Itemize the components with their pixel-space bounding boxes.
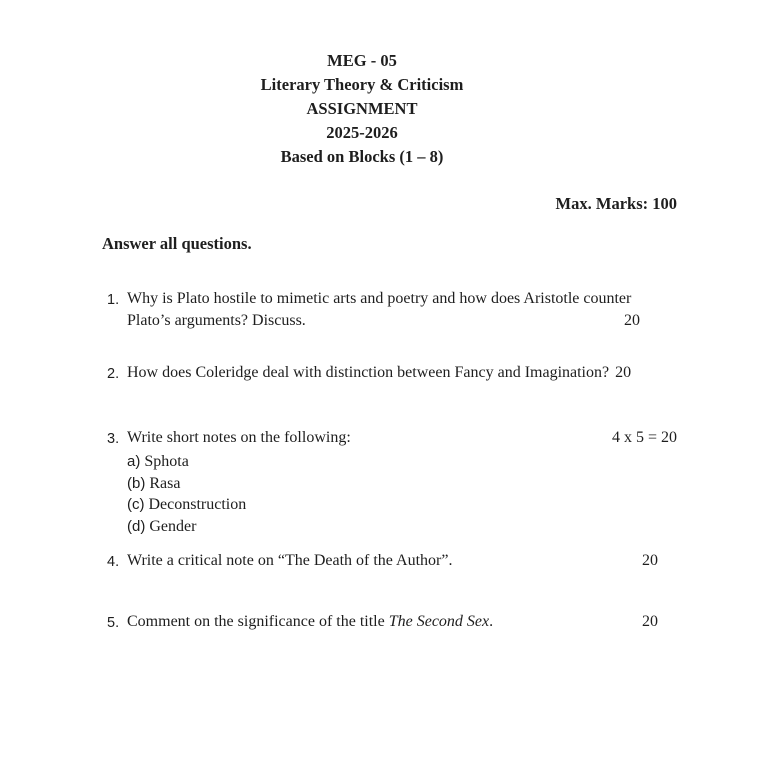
question-4-text: Write a critical note on “The Death of the Author”. [127,552,453,569]
question-4-number: 4. [107,554,120,570]
course-title: Literary Theory & Criticism [260,75,464,94]
question-5-book-title: The Second Sex [388,613,490,630]
subitem-c-text: Deconstruction [148,496,247,513]
max-marks-label: Max. Marks: 100 [555,194,677,213]
subitem-d-text: Gender [149,517,197,535]
subitem-a-marker: a) [127,453,141,470]
subitem-b-marker: (b) [127,474,146,492]
instruction-text: Answer all questions. [102,234,252,253]
question-4 [102,550,677,572]
subitem-c [127,494,677,516]
document-header [0,49,724,169]
question-2-number: 2. [107,366,120,382]
question-1-text: Why is Plato hostile to mimetic arts and poetry and how does Aristotle counter Plato’s arguments? Discuss. [127,290,632,329]
subitem-a [127,451,677,473]
subitem-c-marker: (c) [127,496,145,513]
question-3-marks: 4 x 5 = 20 [611,429,677,446]
subitem-b-text: Rasa [149,474,181,492]
question-3-text: Write short notes on the following: [127,429,351,446]
question-5-marks: 20 [642,613,658,630]
session-years: 2025-2026 [326,123,398,142]
question-1-number: 1. [107,292,120,308]
question-5-text-before: Comment on the significance of the title [127,613,389,630]
question-3-number: 3. [107,431,120,447]
subitem-d [127,516,677,538]
questions-list [102,288,677,633]
question-1-marks: 20 [624,312,640,329]
question-5-number: 5. [107,615,120,631]
question-2-text: How does Coleridge deal with distinction between Fancy and Imagination? [127,364,610,381]
subitem-a-text: Sphota [144,453,189,470]
blocks-note: Based on Blocks (1 – 8) [280,147,444,166]
question-1 [102,288,677,332]
question-3 [102,427,677,537]
subitem-b [127,473,677,495]
question-2 [102,362,677,384]
question-3-subitems [127,451,677,537]
doc-type: ASSIGNMENT [306,99,418,118]
question-2-marks: 20 [615,364,632,381]
question-5-text-after: . [489,613,494,630]
question-4-marks: 20 [642,552,658,569]
subitem-d-marker: (d) [127,517,146,535]
course-code: MEG - 05 [327,51,397,70]
question-5 [102,611,677,633]
